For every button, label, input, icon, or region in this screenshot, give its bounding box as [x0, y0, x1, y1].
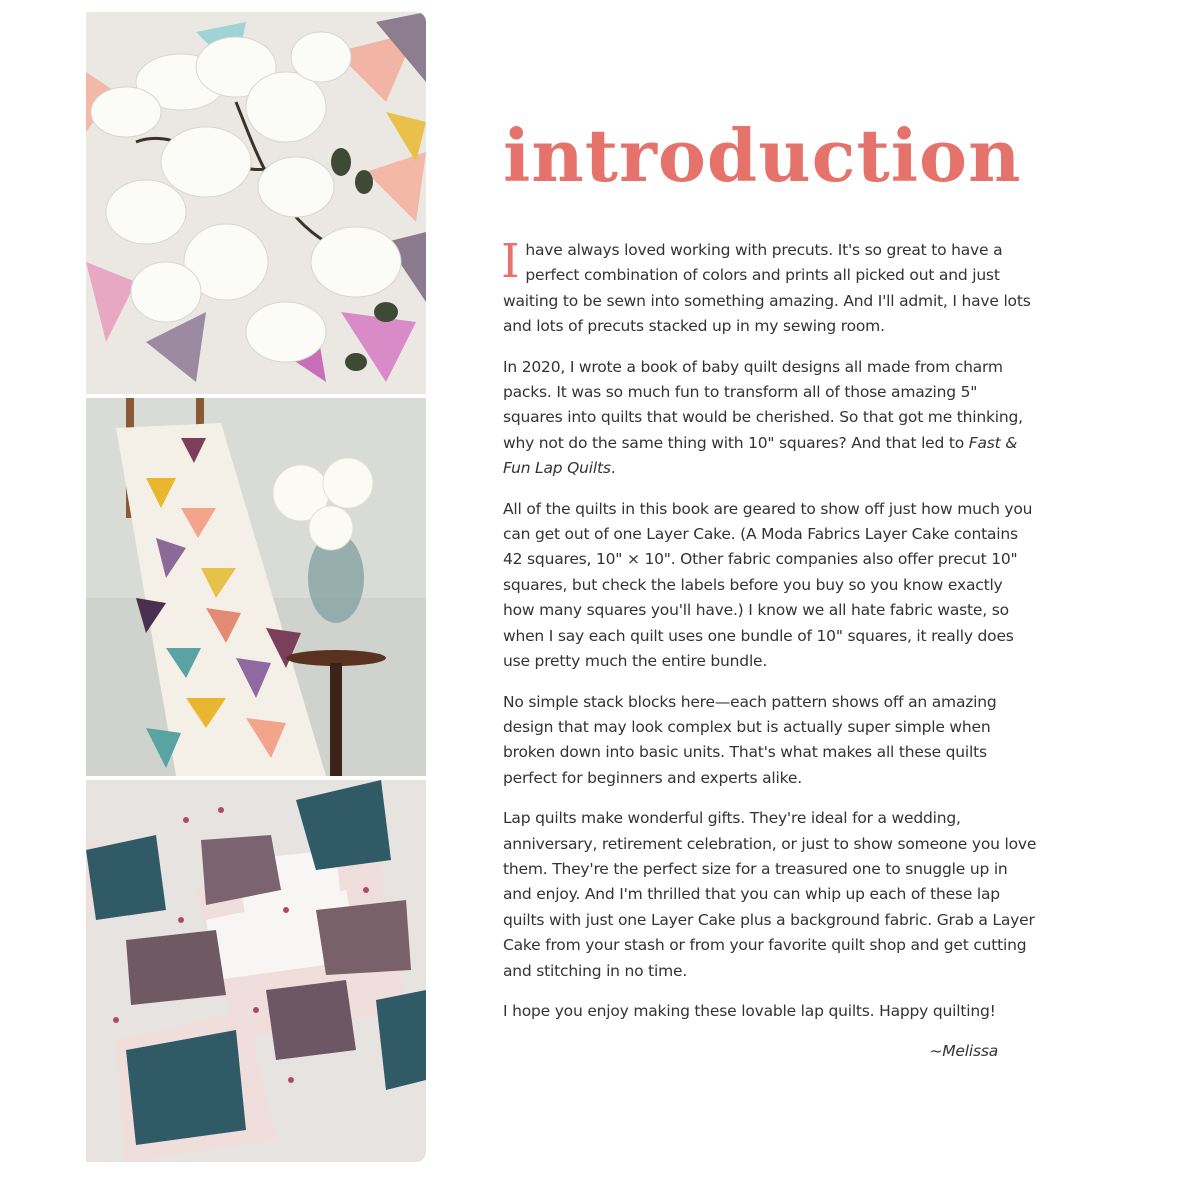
- paragraph-6: I hope you enjoy making these lovable lap quilts. Happy quilting!: [503, 1001, 996, 1020]
- paragraph-2-text: In 2020, I wrote a book of baby quilt designs all made from charm packs. It was so much fun to transform all of those amazing 5" squares into quilts that would be cherished. So that got me thinking, why not do the same thing with 10" squares? And that led to: [503, 357, 1023, 452]
- book-title: Fast & Fun Lap Quilts: [503, 433, 1018, 478]
- paragraph-3: All of the quilts in this book are geared to show off just how much you can get out of one Layer Cake. (A Moda Fabrics Layer Cake contains 42 squares, 10" × 10". Other fabric companies also offer precut 10" squares, but check the labels before you buy so you know exactly how many squares you'll have.) I know we all hate fabric waste, so when I say each quilt uses one bundle of 10" squares, it really does use pretty much the entire bundle.: [503, 499, 1033, 671]
- paragraph-5: Lap quilts make wonderful gifts. They're ideal for a wedding, anniversary, retirement celebration, or just to show someone you love them. They're the perfect size for a treasured one to snuggle up in and enjoy. And I'm thrilled that you can whip up each of these lap quilts with just one Layer Cake plus a background fabric. Grab a Layer Cake from your stash or from your favorite quilt shop and get cutting and stitching in no time.: [503, 809, 1037, 980]
- paragraph-intro: [501, 234, 1038, 340]
- quilt-closeup-photo: [86, 780, 426, 1162]
- drop-cap: I: [501, 234, 520, 289]
- signature: ~Melissa: [929, 1042, 998, 1061]
- paragraph-2-end: .: [610, 459, 616, 478]
- paragraph-2: [503, 355, 1038, 482]
- photo-strip: [86, 12, 426, 1162]
- paragraph-4: No simple stack blocks here—each pattern shows off an amazing design that may look complex but is actually super simple when broken down into basic units. That's what makes all these quilts perfect for beginners and experts alike.: [503, 692, 997, 787]
- page-title: introduction: [503, 113, 1022, 198]
- ladder-quilt-photo: [86, 398, 426, 776]
- intro-text: have always loved working with precuts. It's so great to have a perfect combination of colors and prints all picked out and just waiting to be sewn into something amazing. And I'll admit, I have lots and lots of precuts stacked up in my sewing room.: [503, 241, 1031, 336]
- intro-body: [501, 234, 1038, 1080]
- orchid-quilt-photo: [86, 12, 426, 394]
